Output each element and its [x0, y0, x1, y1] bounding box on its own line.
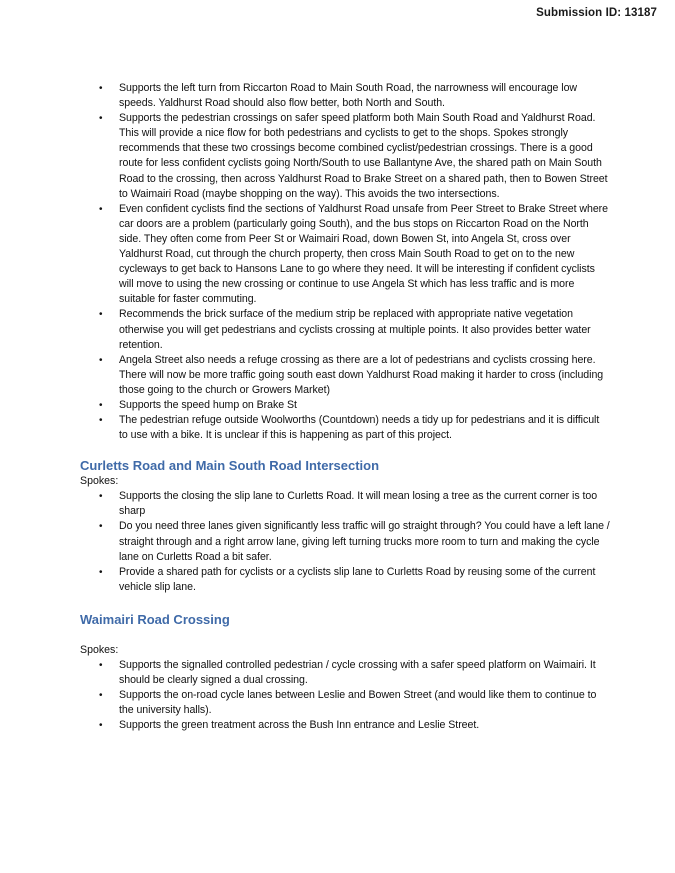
intro-bullet-list — [80, 81, 610, 443]
list-item-text: Provide a shared path for cyclists or a cyclists slip lane to Curletts Road by reusing some of the current vehicle slip lane. — [119, 565, 596, 593]
list-item — [80, 202, 610, 308]
list-item — [80, 658, 610, 688]
list-item — [80, 111, 610, 202]
list-item-text: Supports the speed hump on Brake St — [119, 398, 297, 411]
list-item-text: Recommends the brick surface of the medium strip be replaced with appropriate native vegetation otherwise you will get pedestrians and cyclists crossing at multiple points. It also provides better water retention. — [119, 308, 591, 351]
list-item-text: Supports the pedestrian crossings on safer speed platform both Main South Road and Yaldhurst Road. This will provide a nice flow for both pedestrians and cyclists to get to the shops. Spokes strongly recommends that these two crossings become combined cyclist/pedestrian crossings. There is a good route for less confident cyclists going North/South to use Ballantyne Ave, the shared path on Main South Road to the crossing, then across Yaldhurst Road to Brake Street on a shared path, then to Bowen Street to Waimairi Road (maybe shopping on the way). This avoids the two intersections. — [119, 112, 608, 200]
bullet-icon: • — [99, 399, 103, 411]
waimairi-bullet-list — [80, 658, 610, 733]
bullet-icon: • — [99, 309, 103, 321]
bullet-icon: • — [99, 203, 103, 215]
section-heading-waimairi: Waimairi Road Crossing — [80, 611, 230, 627]
bullet-icon: • — [99, 354, 103, 366]
list-item — [80, 489, 610, 519]
list-item-text: Do you need three lanes given significantly less traffic will go straight through? You could have a left lane / straight through and a right arrow lane, giving left turning trucks more room to turn and making the cycle lane on Curletts Road a bit safer. — [119, 520, 610, 563]
list-item — [80, 718, 610, 733]
list-item-text: Supports the on-road cycle lanes between Leslie and Bowen Street (and would like them to continue to the university halls). — [119, 689, 597, 717]
section-label-spokes: Spokes: — [80, 643, 119, 656]
bullet-icon: • — [99, 690, 103, 702]
bullet-icon: • — [99, 113, 103, 125]
list-item — [80, 688, 610, 718]
list-item — [80, 307, 610, 352]
bullet-icon: • — [99, 83, 103, 94]
list-item-text: Angela Street also needs a refuge crossing as there are a lot of pedestrians and cyclists crossing here. There will now be more traffic going south east down Yaldhurst Road making it harder to cross (including those going to the church or Growers Market) — [119, 353, 604, 396]
bullet-icon: • — [99, 491, 103, 503]
bullet-icon: • — [99, 415, 103, 427]
bullet-icon: • — [99, 566, 103, 578]
list-item-text: Even confident cyclists find the sections of Yaldhurst Road unsafe from Peer Street to Brake Street where car doors are a problem (particularly going South), and the bus stops on Riccarton Road on the North side. They often come from Peer St or Waimairi Road, down Bowen St, into Angela St, cross over Yaldhurst Road, cut through the church property, then cross Main South Road to get on to the new cycleways to get back to Hansons Lane to go where they need. It will be interesting if confident cyclists will move to using the new crossing or continue to use Angela St which has less traffic and is more suitable for faster commuting. — [119, 202, 608, 306]
section-heading-curletts: Curletts Road and Main South Road Intersection — [80, 458, 380, 474]
list-item-text: Supports the signalled controlled pedestrian / cycle crossing with a safer speed platform on Waimairi. It should be clearly signed a dual crossing. — [119, 658, 596, 686]
list-item-text: The pedestrian refuge outside Woolworths (Countdown) needs a tidy up for pedestrians and it is difficult to use with a bike. It is unclear if this is happening as part of this project. — [119, 414, 600, 442]
submission-id: Submission ID: 13187 — [536, 7, 657, 19]
bullet-icon: • — [99, 659, 103, 671]
list-item-text: Supports the left turn from Riccarton Road to Main South Road, the narrowness will encourage low speeds. Yaldhurst Road should also flow better, both North and South. — [119, 82, 578, 110]
document-body — [80, 81, 610, 733]
bullet-icon: • — [99, 521, 103, 533]
section-label-spokes: Spokes: — [80, 475, 119, 488]
curletts-bullet-list — [80, 489, 610, 595]
list-item — [80, 353, 610, 398]
list-item — [80, 413, 610, 443]
list-item-text: Supports the green treatment across the Bush Inn entrance and Leslie Street. — [119, 719, 480, 732]
list-item — [80, 398, 610, 413]
list-item — [80, 81, 610, 111]
list-item — [80, 519, 610, 564]
bullet-icon: • — [99, 720, 103, 732]
list-item — [80, 565, 610, 595]
list-item-text: Supports the closing the slip lane to Curletts Road. It will mean losing a tree as the current corner is too sharp — [119, 490, 598, 518]
